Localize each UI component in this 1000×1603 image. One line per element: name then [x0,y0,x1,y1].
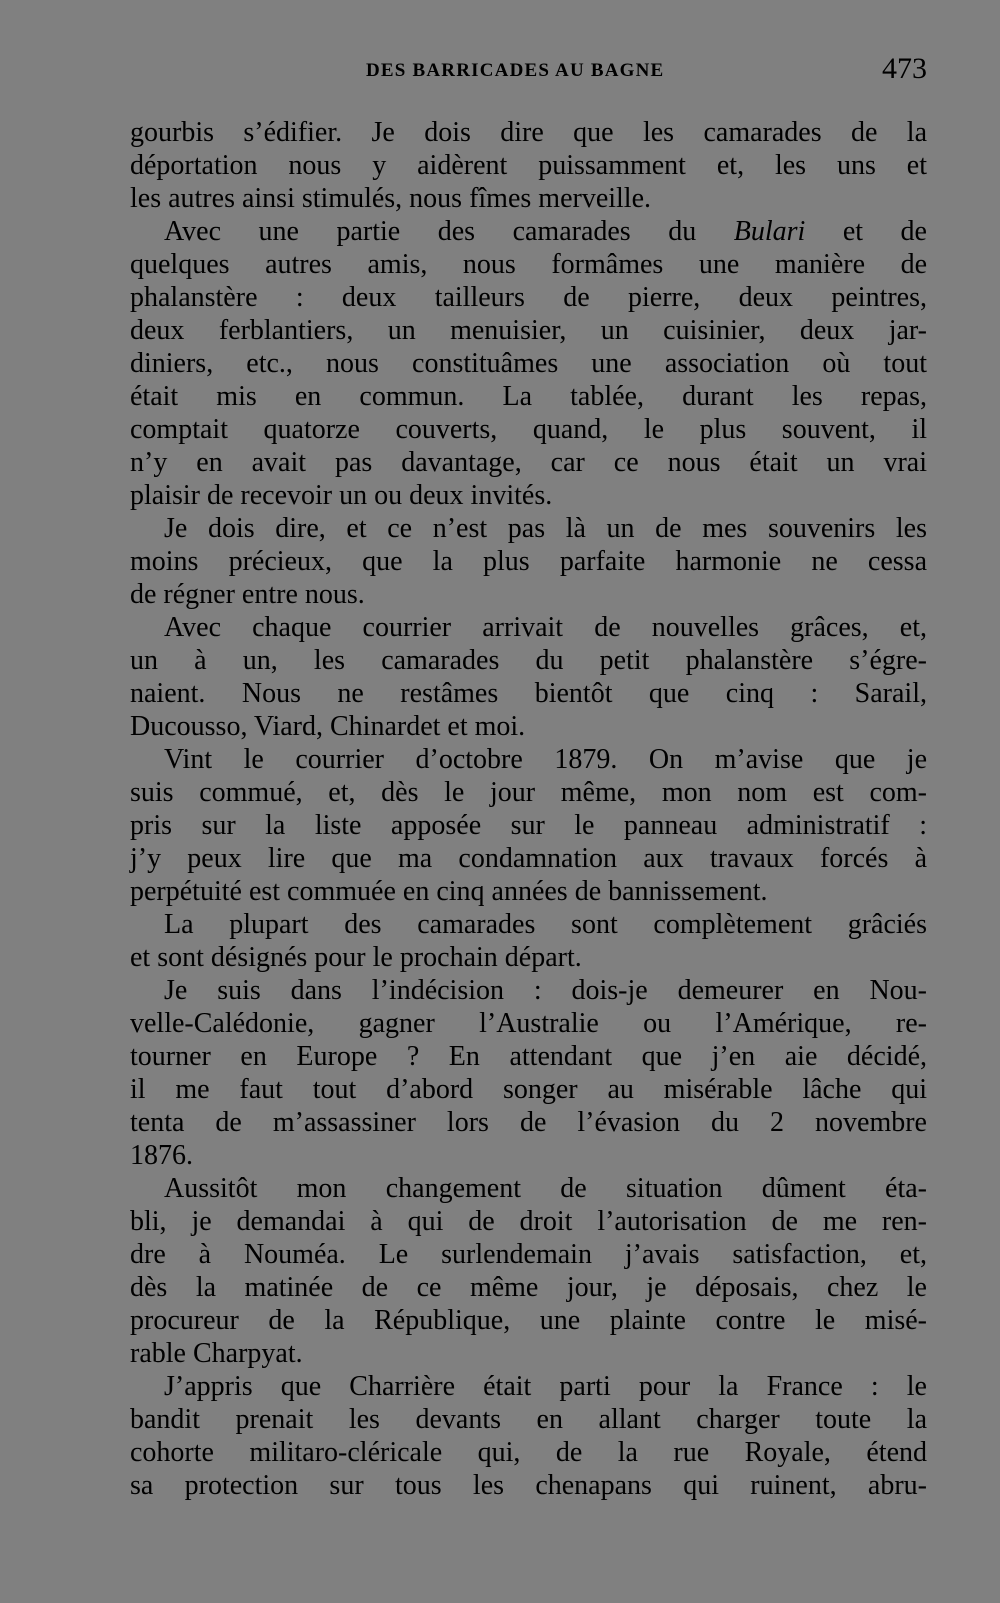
text-line: bandit prenait les devants en allant charger toute la [130,1404,927,1435]
text-line: comptait quatorze couverts, quand, le plus souvent, il [130,414,927,445]
text-line: Avec chaque courrier arrivait de nouvelles grâces, et, [164,612,927,643]
text-line: Je dois dire, et ce n’est pas là un de mes souvenirs les [164,513,927,544]
text-line: de régner entre nous. [130,579,365,610]
text-line: dès la matinée de ce même jour, je déposais, chez le [130,1272,927,1303]
text-line: et sont désignés pour le prochain départ. [130,942,582,973]
text-line: Avec une partie des camarades du Bulari et de [164,216,927,247]
text-line: Je suis dans l’indécision : dois-je demeurer en Nou- [164,975,927,1006]
text-line: tenta de m’assassiner lors de l’évasion du 2 novembre [130,1107,927,1138]
text-line: diniers, etc., nous constituâmes une association où tout [130,348,927,379]
text-line: deux ferblantiers, un menuisier, un cuisinier, deux jar- [130,315,927,346]
running-head: DES BARRICADES AU BAGNE [366,60,665,81]
text-line: gourbis s’édifier. Je dois dire que les camarades de la [130,117,927,148]
text-line: déportation nous y aidèrent puissamment et, les uns et [130,150,927,181]
text-line: suis commué, et, dès le jour même, mon nom est com- [130,777,927,808]
text-line: pris sur la liste apposée sur le panneau administratif : [130,810,927,841]
text-line: tourner en Europe ? En attendant que j’en aie décidé, [130,1041,927,1072]
text-line: procureur de la République, une plainte contre le misé- [130,1305,927,1336]
text-line: il me faut tout d’abord songer au misérable lâche qui [130,1074,927,1105]
text-line: Aussitôt mon changement de situation dûment éta- [164,1173,927,1204]
page-number: 473 [882,52,927,85]
text-line: dre à Nouméa. Le surlendemain j’avais satisfaction, et, [130,1239,927,1270]
text-line: un à un, les camarades du petit phalanstère s’égre- [130,645,927,676]
text-line: velle-Calédonie, gagner l’Australie ou l’Amérique, re- [130,1008,927,1039]
text-line: phalanstère : deux tailleurs de pierre, deux peintres, [130,282,927,313]
text-line: quelques autres amis, nous formâmes une manière de [130,249,927,280]
text-line: La plupart des camarades sont complètement grâciés [164,909,927,940]
text-line: plaisir de recevoir un ou deux invités. [130,480,553,511]
text-line: moins précieux, que la plus parfaite harmonie ne cessa [130,546,927,577]
text-line: n’y en avait pas davantage, car ce nous était un vrai [130,447,927,478]
text-line: Vint le courrier d’octobre 1879. On m’avise que je [164,744,927,775]
text-line: cohorte militaro-cléricale qui, de la rue Royale, étend [130,1437,927,1468]
text-line: rable Charpyat. [130,1338,303,1369]
text-line: naient. Nous ne restâmes bientôt que cinq : Sarail, [130,678,927,709]
text-line: J’appris que Charrière était parti pour la France : le [164,1371,927,1402]
text-line: Ducousso, Viard, Chinardet et moi. [130,711,526,742]
text-line: les autres ainsi stimulés, nous fîmes merveille. [130,183,652,214]
text-line: bli, je demandai à qui de droit l’autorisation de me ren- [130,1206,927,1237]
text-line: j’y peux lire que ma condamnation aux travaux forcés à [130,843,927,874]
body-text [130,116,927,1502]
text-line: 1876. [130,1140,193,1171]
text-line: sa protection sur tous les chenapans qui ruinent, abru- [130,1470,927,1501]
page-header [130,52,927,92]
italic-word: Bulari [733,216,806,247]
text-line: était mis en commun. La tablée, durant les repas, [130,381,927,412]
text-line: perpétuité est commuée en cinq années de bannissement. [130,876,768,907]
